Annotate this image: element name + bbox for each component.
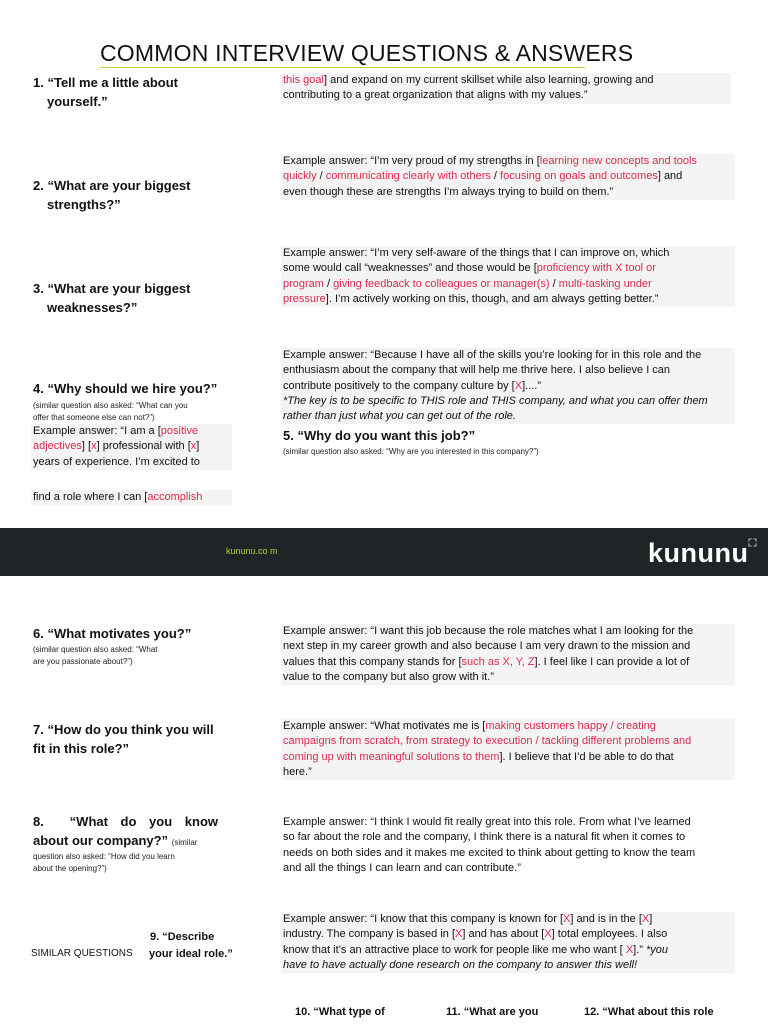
answer-2-line2-end: ] and xyxy=(657,170,683,183)
answer-left-highlight: x xyxy=(190,440,197,453)
answer-3-sep: / xyxy=(549,277,559,290)
answer-9-text: ] and has about [ xyxy=(462,928,545,941)
answer-left-highlight: adjectives xyxy=(33,440,82,453)
answer-left-line3: years of experience. I’m excited to xyxy=(33,455,200,468)
answer-9-highlight: X xyxy=(563,913,571,925)
question-2-text: “What are your biggest xyxy=(47,178,191,193)
answer-2-sep: / xyxy=(316,170,326,183)
answer-4-line1: Example answer: “Because I have all of the skills you’re looking for in this role and the xyxy=(283,349,702,361)
question-6-similar-line1: (similar question also asked: “What xyxy=(33,645,158,654)
answer-8-line3: needs on both sides and it makes me excited to think about getting to know the team xyxy=(283,846,696,859)
answer-4-note-line1: *The key is to be specific to THIS role and THIS company, and what you can offer them xyxy=(283,394,708,407)
question-7-number: 7. xyxy=(33,722,44,737)
similar-questions-label: SIMILAR QUESTIONS xyxy=(31,948,133,959)
question-8-similar-line1: question also asked: “How did you learn xyxy=(33,852,175,861)
banner-url-link[interactable]: kununu.co m xyxy=(226,546,278,556)
answer-2-highlight: communicating clearly with others xyxy=(325,170,491,183)
question-4 xyxy=(33,379,217,398)
question-8-similar-line0: (similar xyxy=(171,838,198,847)
answer-7-line1: Example answer: “What motivates me is [ xyxy=(283,720,486,732)
answer-1-highlight: this goal xyxy=(283,74,324,86)
question-3-text: “What are your biggest xyxy=(47,281,191,296)
answer-6-line3: values that this company stands for [ xyxy=(283,655,462,668)
question-6 xyxy=(33,624,191,643)
question-6-similar-line2: are you passionate about?”) xyxy=(33,657,133,666)
answer-4-left xyxy=(31,424,232,470)
answer-4 xyxy=(281,348,735,424)
answer-9-text: industry. The company is based in [ xyxy=(283,928,456,941)
question-1-text-line2: yourself.” xyxy=(47,94,108,109)
question-2-number: 2. xyxy=(33,178,44,193)
answer-3-highlight: giving feedback to colleagues or manager(s) xyxy=(333,277,550,290)
question-3 xyxy=(33,279,191,317)
question-4-similar xyxy=(33,400,188,424)
question-8-text-line2: about our company?” xyxy=(33,833,169,848)
answer-3-highlight: proficiency with X tool or xyxy=(536,262,656,275)
question-6-text: “What motivates you?” xyxy=(47,626,192,641)
answer-3-highlight: pressure xyxy=(283,292,326,305)
answer-left-text: ] professional with [ xyxy=(96,440,191,453)
page-title: COMMON INTERVIEW QUESTIONS & ANSWERS xyxy=(100,40,634,66)
question-7 xyxy=(33,720,214,758)
answer-2-highlight: learning new concepts and tools xyxy=(539,155,697,167)
answer-3 xyxy=(281,246,735,307)
answer-9 xyxy=(281,912,735,973)
question-7-text-line2: fit in this role?” xyxy=(33,741,130,756)
answer-3-line4-end: ]. I’m actively working on this, though, and am always getting better.” xyxy=(325,292,659,305)
question-9-line2: your ideal role.” xyxy=(149,948,233,960)
answer-7-line3-end: ]. I believe that I’d be able to do that xyxy=(499,750,674,763)
answer-7 xyxy=(281,719,735,780)
answer-1-continuation xyxy=(281,73,731,104)
answer-left-highlight: positive xyxy=(160,425,199,437)
answer-7-line4: here.” xyxy=(283,765,312,778)
answer-left-text: ] [ xyxy=(81,440,92,453)
question-5 xyxy=(283,426,475,445)
answer-9-highlight: X xyxy=(625,943,634,956)
answer-left-line1: Example answer: “I am a [ xyxy=(33,425,161,437)
question-8-similar-line2: about the opening?”) xyxy=(33,864,107,873)
answer-9-note: *you xyxy=(646,943,669,956)
answer-8-line2: so far about the role and the company, I think there is a natural fit when it comes to xyxy=(283,831,686,844)
answer-2-sep: / xyxy=(490,170,501,183)
answer-6-line3-end: ]. I feel like I can provide a lot of xyxy=(534,655,690,668)
answer-4-highlight: X xyxy=(514,379,523,392)
question-3-text-line2: weaknesses?” xyxy=(47,300,138,315)
question-8 xyxy=(33,812,218,850)
answer-left-highlight: accomplish xyxy=(147,491,203,503)
question-1 xyxy=(33,73,178,111)
answer-left-text: ] xyxy=(196,440,200,453)
answer-9-text: Example answer: “I know that this company is known for [ xyxy=(283,913,564,925)
answer-2 xyxy=(281,154,735,200)
answer-4-line3-end: ]....” xyxy=(522,379,542,392)
question-8-similar xyxy=(33,851,175,875)
answer-2-line1: Example answer: “I’m very proud of my strengths in [ xyxy=(283,155,540,167)
answer-8-line4: and all the things I can learn and can contribute.” xyxy=(283,861,521,874)
question-2-text-line2: strengths?” xyxy=(47,197,121,212)
answer-9-note-line2: have to have actually done research on the company to answer this well! xyxy=(283,958,638,971)
answer-4-line2: enthusiasm about the company that will help me thrive here. I also believe I can xyxy=(283,364,671,377)
question-3-number: 3. xyxy=(33,281,44,296)
answer-3-line1: Example answer: “I’m very self-aware of the things that I can improve on, which xyxy=(283,247,670,259)
answer-9-highlight: X xyxy=(641,913,650,925)
answer-9-highlight: X xyxy=(544,928,552,941)
question-4-similar-line2: offer that someone else can not?”) xyxy=(33,413,155,422)
question-2 xyxy=(33,176,191,214)
answer-8-line1: Example answer: “I think I would fit really great into this role. From what I’ve learned xyxy=(283,816,691,828)
answer-4-line3: contribute positively to the company culture by [ xyxy=(283,379,515,392)
answer-6-line2: next step in my career growth and also because I am very drawn to the mission and xyxy=(283,640,691,653)
answer-2-line3: even though these are strengths I’m always trying to build on them.” xyxy=(283,185,614,198)
question-8-text: “What do you know xyxy=(69,814,218,829)
answer-6-line4: value to the company but also grow with it.” xyxy=(283,670,494,683)
answer-3-highlight: multi-tasking under xyxy=(558,277,652,290)
question-10: 10. “What type of xyxy=(295,1006,385,1018)
question-4-number: 4. xyxy=(33,381,44,396)
answer-3-highlight: program xyxy=(283,277,324,290)
expand-icon xyxy=(748,538,757,547)
question-8-number: 8. xyxy=(33,814,44,829)
question-6-similar xyxy=(33,644,158,668)
answer-2-highlight: focusing on goals and outcomes xyxy=(500,170,658,183)
question-9: 9. “Describe xyxy=(150,931,215,943)
answer-left-text: find a role where I can [ xyxy=(33,491,148,503)
answer-left-line4 xyxy=(31,490,232,505)
answer-1-line1: ] and expand on my current skillset while also learning, growing and xyxy=(323,74,654,86)
question-1-number: 1. xyxy=(33,75,44,90)
question-12: 12. “What about this role xyxy=(584,1006,714,1018)
answer-2-highlight: quickly xyxy=(283,170,317,183)
title-underline xyxy=(100,67,585,68)
answer-4-note-line2: rather than just what you can get out of the role. xyxy=(283,410,516,423)
answer-8 xyxy=(283,815,733,876)
answer-7-highlight: making customers happy / creating xyxy=(485,720,656,732)
answer-7-highlight: campaigns from scratch, from strategy to execution / tackling different problems and xyxy=(283,735,692,748)
answer-9-text: know that it’s an attractive place to work for people like me who want [ xyxy=(283,943,626,956)
question-5-number: 5. xyxy=(283,428,294,443)
answer-1-line2: contributing to a great organization that aligns with my values.” xyxy=(283,89,588,102)
question-5-text: “Why do you want this job?” xyxy=(297,428,476,443)
question-6-number: 6. xyxy=(33,626,44,641)
answer-9-text: ] and is in the [ xyxy=(570,913,642,925)
answer-9-highlight: X xyxy=(455,928,463,941)
question-7-text: “How do you think you will xyxy=(47,722,214,737)
answer-3-sep: / xyxy=(323,277,334,290)
question-1-text: “Tell me a little about xyxy=(47,75,178,90)
answer-3-line2: some would call “weaknesses” and those would be [ xyxy=(283,262,537,275)
question-4-text: “Why should we hire you?” xyxy=(47,381,218,396)
answer-9-text: ] xyxy=(649,913,653,925)
answer-left-highlight: x xyxy=(91,440,97,453)
answer-9-text: ].” xyxy=(633,943,646,956)
answer-7-highlight: coming up with meaningful solutions to them xyxy=(283,750,500,763)
answer-6-line1: Example answer: “I want this job because the role matches what I am looking for the xyxy=(283,625,694,637)
question-5-similar: (similar question also asked: “Why are you interested in this company?”) xyxy=(283,447,539,456)
question-4-similar-line1: (similar question also asked: “What can you xyxy=(33,401,188,410)
answer-9-text: ] total employees. I also xyxy=(551,928,668,941)
answer-6 xyxy=(281,624,735,685)
question-11: 11. “What are you xyxy=(446,1006,539,1018)
answer-6-highlight: such as X, Y, Z xyxy=(461,655,535,668)
kununu-logo: kununu xyxy=(648,538,749,568)
